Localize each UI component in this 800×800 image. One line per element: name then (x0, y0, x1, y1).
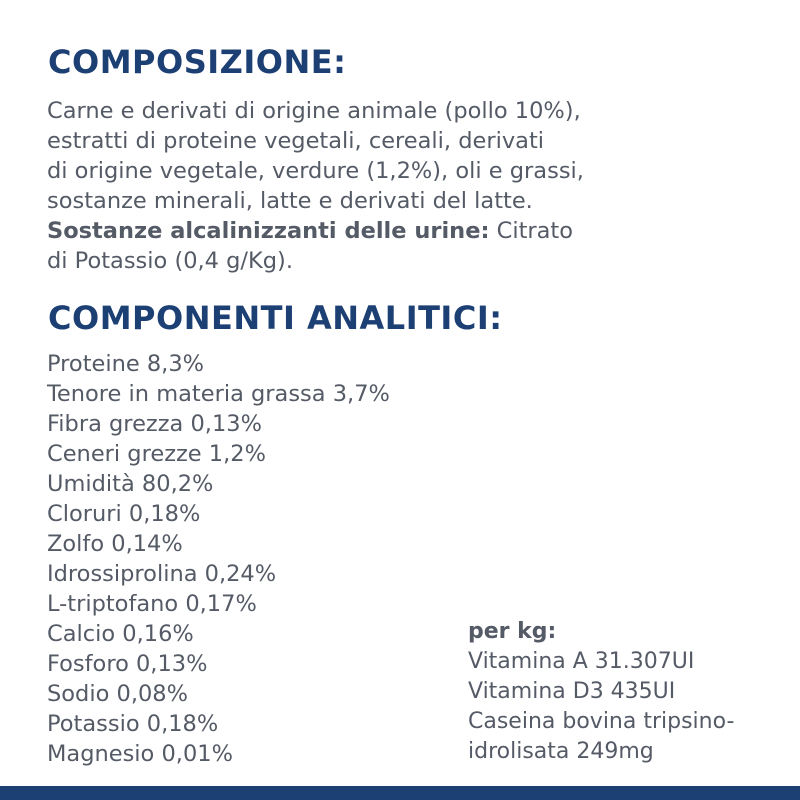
additive-line (47, 216, 747, 246)
composition-line: sostanze minerali, latte e derivati del latte. (47, 188, 533, 214)
analytics-item: Calcio 0,16% (47, 621, 194, 647)
composition-heading: COMPOSIZIONE: (48, 43, 347, 81)
per-kg-line: idrolisata 249mg (468, 739, 654, 764)
analytics-heading: COMPONENTI ANALITICI: (48, 299, 503, 337)
analytics-item: Potassio 0,18% (47, 711, 219, 737)
analytics-item: Fibra grezza 0,13% (47, 411, 262, 437)
analytics-item: Zolfo 0,14% (47, 531, 183, 557)
analytics-item: Magnesio 0,01% (47, 741, 233, 767)
analytics-item: Umidità 80,2% (47, 471, 214, 497)
per-kg-line: Caseina bovina tripsino- (468, 709, 735, 734)
composition-text (47, 96, 747, 276)
composition-line: Carne e derivati di origine animale (pollo 10%), (47, 98, 581, 124)
additive-line-2: di Potassio (0,4 g/Kg). (47, 248, 293, 274)
analytics-list (47, 349, 390, 769)
per-kg-line: Vitamina A 31.307UI (468, 649, 695, 674)
additive-text: Citrato (489, 218, 574, 244)
analytics-item: Tenore in materia grassa 3,7% (47, 381, 390, 407)
analytics-item: L-triptofano 0,17% (47, 591, 257, 617)
per-kg-line: Vitamina D3 435UI (468, 679, 676, 704)
analytics-item: Idrossiprolina 0,24% (47, 561, 277, 587)
analytics-item: Proteine 8,3% (47, 351, 205, 377)
analytics-item: Fosforo 0,13% (47, 651, 208, 677)
analytics-item: Cloruri 0,18% (47, 501, 201, 527)
per-kg-block (468, 617, 734, 767)
composition-line: estratti di proteine vegetali, cereali, derivati (47, 128, 545, 154)
analytics-item: Sodio 0,08% (47, 681, 188, 707)
additive-label: Sostanze alcalinizzanti delle urine: (47, 218, 490, 244)
per-kg-title: per kg: (468, 619, 557, 644)
analytics-item: Ceneri grezze 1,2% (47, 441, 266, 467)
bottom-bar (0, 786, 800, 800)
composition-line: di origine vegetale, verdure (1,2%), oli e grassi, (47, 158, 584, 184)
